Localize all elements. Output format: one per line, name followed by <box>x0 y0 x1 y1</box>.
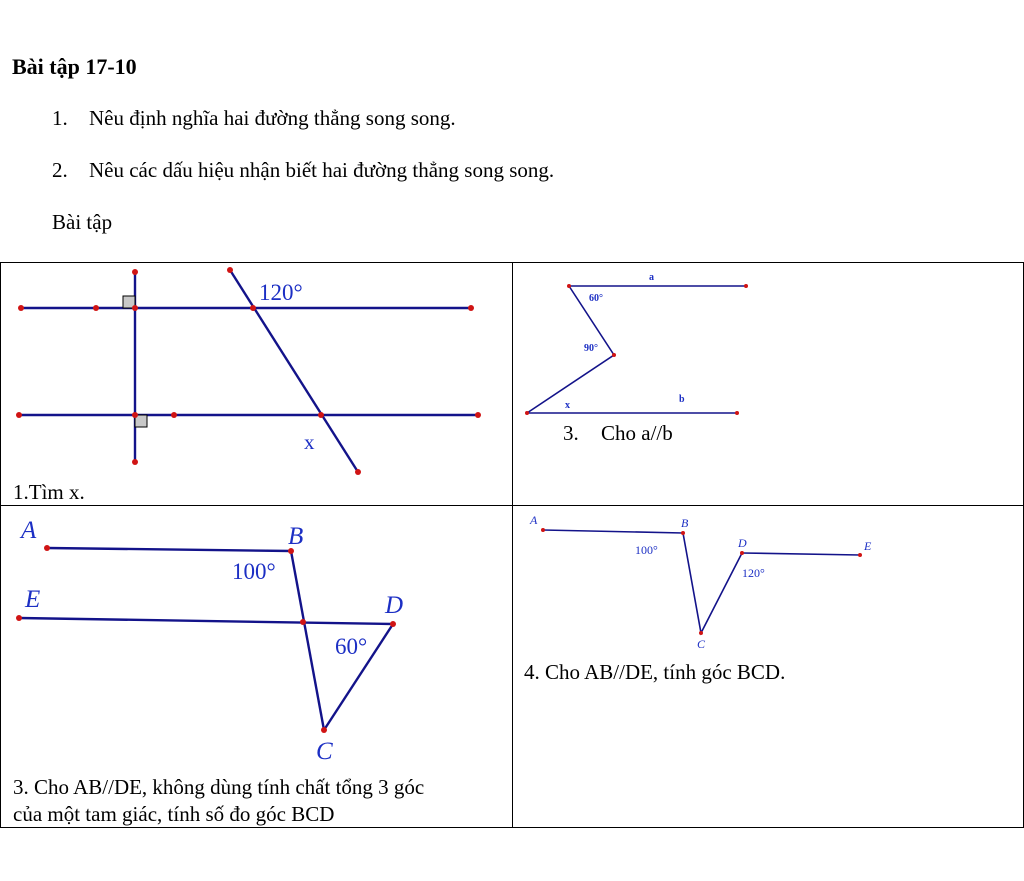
caption-number: 3. <box>563 421 579 445</box>
exercise-4-caption: 4. Cho AB//DE, tính góc BCD. <box>524 660 786 684</box>
label-b: b <box>679 394 685 405</box>
point <box>93 305 99 311</box>
exercise-table <box>0 262 1024 828</box>
label-a: a <box>649 272 654 283</box>
angle-label-100: 100° <box>232 559 276 584</box>
point <box>132 459 138 465</box>
point <box>318 412 324 418</box>
point <box>132 305 138 311</box>
exercise-2-cell <box>512 262 1024 506</box>
point <box>525 411 529 415</box>
point <box>355 469 361 475</box>
label-B: B <box>681 516 689 530</box>
exercise-1-cell <box>0 262 513 506</box>
point <box>567 284 571 288</box>
question-2 <box>52 158 554 183</box>
point-C <box>321 727 327 733</box>
segment-AB <box>47 548 291 551</box>
exercise-4-cell <box>512 505 1024 828</box>
label-B: B <box>288 523 304 550</box>
page-title: Bài tập 17-10 <box>12 54 137 79</box>
point <box>227 267 233 273</box>
point-D <box>390 621 396 627</box>
exercise-2-figure <box>513 263 1024 507</box>
label-D: D <box>385 592 404 619</box>
question-text: Nêu định nghĩa hai đường thẳng song song. <box>89 106 456 130</box>
label-C: C <box>316 738 333 765</box>
zigzag-line <box>527 286 614 413</box>
label-E: E <box>25 586 41 613</box>
caption-text: Cho a//b <box>601 421 673 445</box>
point-A <box>541 528 545 532</box>
label-A: A <box>21 517 37 544</box>
label-A: A <box>530 513 538 527</box>
angle-label-120: 120° <box>259 280 303 305</box>
point-E <box>16 615 22 621</box>
caption-line-2: của một tam giác, tính số đo góc BCD <box>13 802 335 826</box>
angle-label-120: 120° <box>742 566 765 580</box>
point-B <box>681 531 685 535</box>
segment-AB <box>543 530 683 533</box>
segment-ED <box>19 618 393 624</box>
point <box>475 412 481 418</box>
point-C <box>699 631 703 635</box>
point <box>18 305 24 311</box>
question-text: Nêu các dấu hiệu nhận biết hai đường thẳng song song. <box>89 158 555 182</box>
point <box>250 305 256 311</box>
exercise-3-cell <box>0 505 513 828</box>
exercise-3-caption <box>13 774 424 828</box>
exercise-1-figure <box>1 263 514 507</box>
exercise-2-caption <box>563 420 673 447</box>
label-E: E <box>864 539 872 553</box>
label-D: D <box>738 536 747 550</box>
angle-label-100: 100° <box>635 543 658 557</box>
question-number: 1. <box>52 106 68 130</box>
point <box>132 269 138 275</box>
point-intersection <box>300 619 306 625</box>
angle-label-60: 60° <box>589 293 603 304</box>
point-D <box>740 551 744 555</box>
point <box>468 305 474 311</box>
caption-line-1: 3. Cho AB//DE, không dùng tính chất tổng 3 góc <box>13 775 425 799</box>
question-1 <box>52 106 456 131</box>
point <box>16 412 22 418</box>
question-number: 2. <box>52 158 68 182</box>
point-A <box>44 545 50 551</box>
point <box>171 412 177 418</box>
point <box>612 353 616 357</box>
label-C: C <box>697 637 706 651</box>
angle-label-60: 60° <box>335 634 368 659</box>
segment-DE <box>742 553 860 555</box>
point <box>744 284 748 288</box>
angle-label-90: 90° <box>584 343 598 354</box>
x-label: x <box>304 430 315 454</box>
segment-BC <box>291 551 324 730</box>
segment-BCD <box>683 533 742 633</box>
label-x: x <box>565 400 570 411</box>
point-E <box>858 553 862 557</box>
point <box>132 412 138 418</box>
point <box>735 411 739 415</box>
exercise-1-caption: 1.Tìm x. <box>13 480 85 504</box>
section-label: Bài tập <box>52 210 113 234</box>
